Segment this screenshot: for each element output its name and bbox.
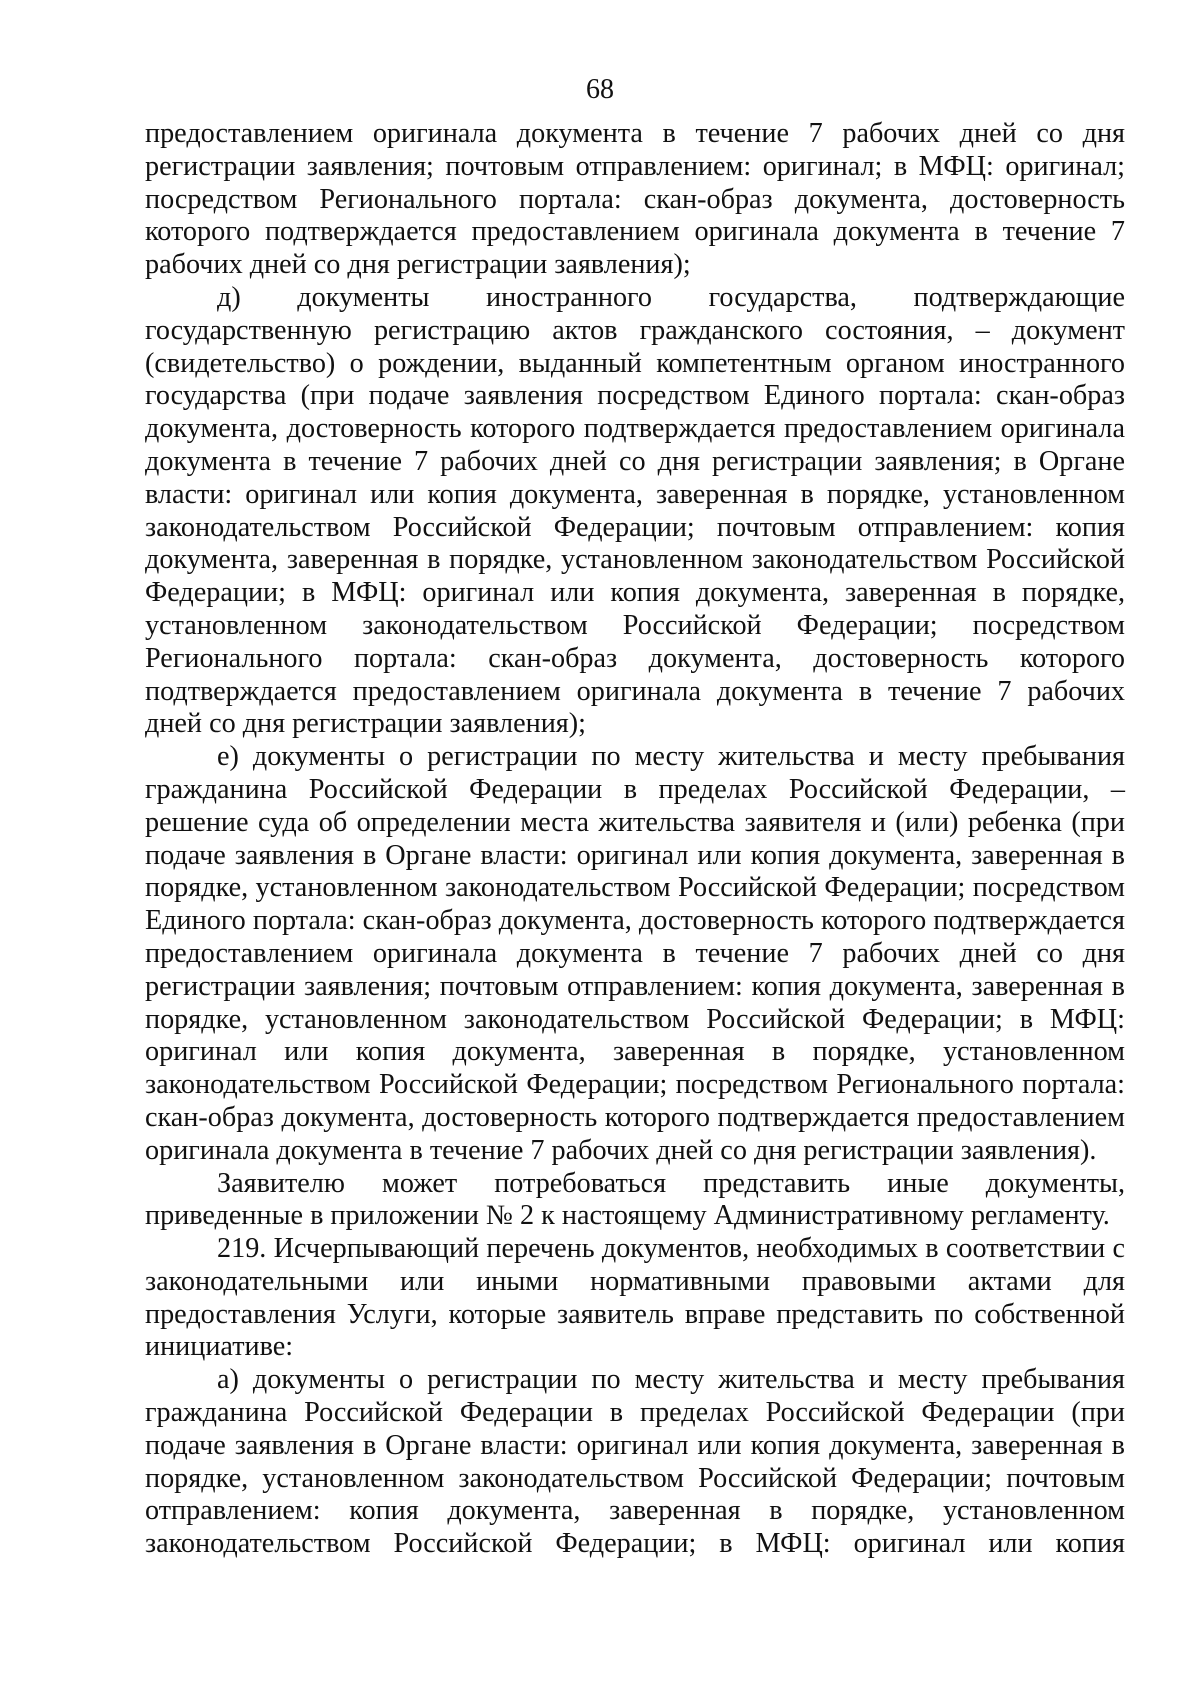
paragraph-continuation: предоставлением оригинала документа в течение 7 рабочих дней со дня регистрации заявления; почтовым отправлением: оригинал; в МФЦ: оригинал; посредством Регионального портала: скан-образ документа, достоверность которого подтверждается предоставлением оригинала документа в течение 7 рабочих дней со дня регистрации заявления);: [145, 118, 1125, 281]
paragraph-219: 219. Исчерпывающий перечень документов, необходимых в соответствии с законодательными или иными нормативными правовыми актами для предоставления Услуги, которые заявитель вправе представить по собственной инициативе:: [145, 1233, 1125, 1363]
paragraph-item-d: д) документы иностранного государства, подтверждающие государственную регистрацию актов гражданского состояния, – документ (свидетельство) о рождении, выданный компетентным органом иностранного государства (при подаче заявления посредством Единого портала: скан-образ документа, достоверность которого подтверждается предоставлением оригинала документа в течение 7 рабочих дней со дня регистрации заявления; в Органе власти: оригинал или копия документа, заверенная в порядке, установленном законодательством Российской Федерации; почтовым отправлением: копия документа, заверенная в порядке, установленном законодательством Российской Федерации; в МФЦ: оригинал или копия документа, заверенная в порядке, установленном законодательством Российской Федерации; посредством Регионального портала: скан-образ документа, достоверность которого подтверждается предоставлением оригинала документа в течение 7 рабочих дней со дня регистрации заявления);: [145, 281, 1125, 740]
paragraph-item-a: а) документы о регистрации по месту жительства и месту пребывания гражданина Российской Федерации в пределах Российской Федерации (при подаче заявления в Органе власти: оригинал или копия документа, заверенная в порядке, установленном законодательством Российской Федерации; почтовым отправлением: копия документа, заверенная в порядке, установленном законодательством Российской Федерации; в МФЦ: оригинал или копия: [145, 1364, 1125, 1560]
paragraph-note: Заявителю может потребоваться представить иные документы, приведенные в приложении № 2 к настоящему Административному регламенту.: [145, 1167, 1125, 1232]
document-body: [145, 118, 1125, 1561]
page-number: 68: [586, 74, 614, 105]
paragraph-item-e: е) документы о регистрации по месту жительства и месту пребывания гражданина Российской Федерации в пределах Российской Федерации, – решение суда об определении места жительства заявителя и (или) ребенка (при подаче заявления в Органе власти: оригинал или копия документа, заверенная в порядке, установленном законодательством Российской Федерации; посредством Единого портала: скан-образ документа, достоверность которого подтверждается предоставлением оригинала документа в течение 7 рабочих дней со дня регистрации заявления; почтовым отправлением: копия документа, заверенная в порядке, установленном законодательством Российской Федерации; в МФЦ: оригинал или копия документа, заверенная в порядке, установленном законодательством Российской Федерации; посредством Регионального портала: скан-образ документа, достоверность которого подтверждается предоставлением оригинала документа в течение 7 рабочих дней со дня регистрации заявления).: [145, 741, 1125, 1166]
